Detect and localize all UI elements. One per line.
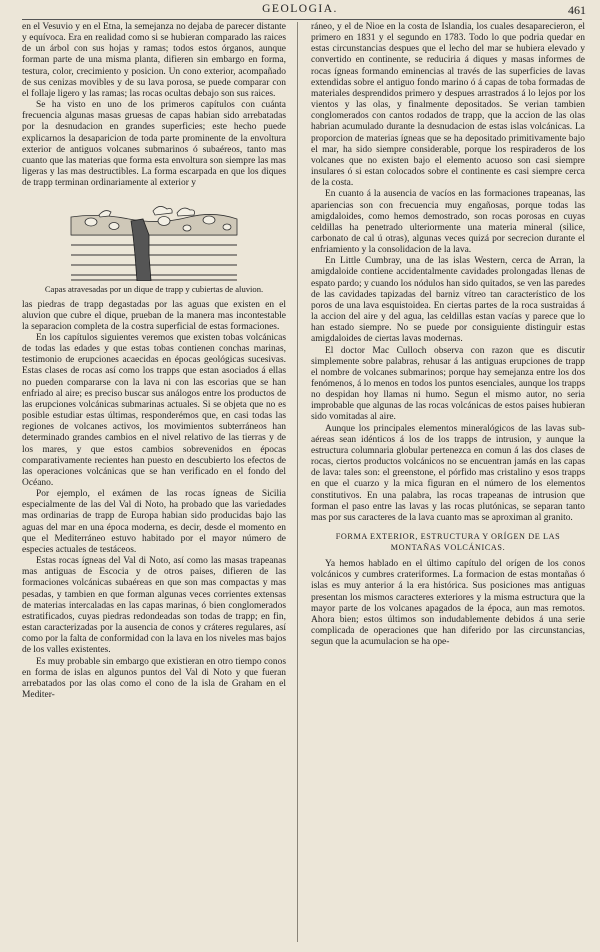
running-title: GEOLOGIA. — [262, 3, 338, 15]
paragraph: Es muy probable sin embargo que existieran en otro tiempo conos en forma de islas en algunos puntos del Val di Noto y que fueran arrebatados por las olas como el cono de la isla de Graham en el Mediter- — [22, 656, 286, 700]
paragraph: Se ha visto en uno de los primeros capítulos con cuánta frecuencia algunas masas gruesas de capas habian sido arrebatadas por la desnudacion en grandes superficies; este hecho puede explicarnos la desaparicion de toda parte prominente de la envoltura exterior de antiguos volcanes submarinos ó subaéreos, tanto mas cuanto que las materias que forma esta envoltura son siempre las mas ligeras y las mas destructibles. La forma escarpada en que los diques de trapp terminan ordinariamente al exterior y — [22, 100, 286, 189]
paragraph: Estas rocas ígneas del Val di Noto, así como las masas trapeanas mas antiguas de Escocia y de otros paises, difieren de las formaciones volcánicas subaéreas en que son mas compactas y mas pesadas, y tambien en que forman algunas veces corrientes extensas de materias intercaladas en las capas marinas, ó bien conglomerados estratificados, cuyas piedras redondeadas son todas de trapp; en fin, estan caracterizadas por la ausencia de conos y cráteres regulares, así como por la falta de conformidad con la lava en los niveles mas bajos de los valles existentes. — [22, 556, 286, 656]
section-heading: FORMA EXTERIOR, ESTRUCTURA Y ORÍGEN DE LAS MONTAÑAS VOLCÁNICAS. — [335, 532, 561, 552]
page-header — [0, 3, 600, 19]
paragraph: En los capítulos siguientes veremos que existen tobas volcánicas de todas las edades y que estas tobas contienen conchas marinas, testimonio de erupciones acaecidas en épocas geológicas sucesivas. Estas clases de rocas así como los trapps que estan asociados á ellas no pueden compararse con la lava ni con las escorias que se han enfriado al aire; es preciso buscar sus análogos entre los productos de las erupciones volcánicas submarinas actuales. Si se objeta que no es posible estudiar estas últimas, responderémos que, en casi todas las regiones de volcanes activos, los movimientos subterráneos han determinado grandes cambios en el nivel relativo de las tierras y de los mares, y que estos cambios sobrevenidos en épocas comparativamente recientes han puesto en descubierto los efectos de las operaciones volcánicas que se han verificado en el fondo del Océano. — [22, 332, 286, 488]
paragraph: las piedras de trapp degastadas por las aguas que existen en el aluvion que cubre el dique, prueban de la manera mas incontestable la separacion completa de la costra superficial de estas formaciones. — [22, 299, 286, 332]
header-rule — [22, 19, 582, 20]
figure — [22, 195, 286, 295]
column-divider — [297, 22, 298, 942]
paragraph: Ya hemos hablado en el último capítulo del orígen de los conos volcánicos y cumbres crateriformes. La formacion de estas montañas ó islas es muy anterior á la era histórica. Sus posiciones mas antiguas presentan los mismos caracteres exteriores y la misma estructura que la mayor parte de los volcanes apagados de la época, aun mas remotos. Ahora bien; estos últimos son indudablemente debidos á una serie complicada de operaciones que han diferido por las circunstancias, segun que la acumulacion se ha ope- — [311, 559, 585, 648]
paragraph: En Little Cumbray, una de las islas Western, cerca de Arran, la amigdaloide contiene accidentalmente cavidades prolongadas llenas de espato pardo; y cuando los nódulos han sido quitados, se ven las paredes de las cavidades tapizadas del barniz vítreo tan característico de los poros de una lava esquistoidea. En ciertas partes de la roca sustraidas á la accion del aire y del agua, las celdillas estan vacías y parece que lo han estado siempre. No se puede por consiguiente distinguir estas amigdaloides de ciertas lavas modernas. — [311, 256, 585, 345]
paragraph: El doctor Mac Culloch observa con razon que es discutir simplemente sobre palabras, rehusar á las antiguas erupciones de trapp el nombre de volcanes submarinos; porque hay semejanza entre los dos fenómenos, á lo menos en todos los puntos esenciales, aunque los trapps no despidan hoy llamas ni humo. Segun el mismo autor, no seria improbable que algunas de las rocas volcánicas de estos paises hubieran sido vomitadas al aire. — [311, 345, 585, 423]
page-number: 461 — [568, 3, 586, 17]
paragraph: Aunque los principales elementos mineralógicos de las lavas sub-aéreas sean idénticos á los de los trapps de intrusion, y aunque la estructura columnaria globular pertenezca en comun á las dos clases de rocas, ciertos productos volcánicos no se encuentran jamás en las capas de lava: tales son: el greenstone, el pórfido mas cristalino y esos trapps en que el cuarzo y la mica figuran en el número de los elementos constitutivos. En una palabra, las rocas trapeanas de intrusion que forman el paso entre las lavas y las rocas plutónicas, se separan tanto mas por sus caracteres de la lava cuanto mas se aproximan al granito. — [311, 423, 585, 523]
figure-caption: Capas atravesadas por un dique de trapp y cubiertas de aluvion. — [44, 284, 264, 295]
paragraph: ráneo, y el de Nioe en la costa de Islandia, los cuales desaparecieron, el primero en 1831 y el segundo en 1783. Todo lo que podria quedar en estas circunstancias despues que el lecho del mar se hubiera elevado y convertido en continente, se reduciria á diques y masas informes de rocas ígneas formando eminencias al través de las superficies de lavas extendidas sobre el antiguo fondo marino ó á capas de toba formadas de materiales desprendidos primero y despues arrastrados á lo lejos por los vientos y las olas, y finalmente depositados. Se verian tambien conglomerados con cantos rodados de trapp, que la accion de las olas habrian acumulado durante la desnudacion de estas islas volcánicas. La proporcion de materias ígneas que se ha depositado primitivamente bajo el mar, ha sido siempre considerable, porque los respiraderos de los volcanes que no existen bajo el elemento acuoso son casi siempre insulares ó si estan colocados sobre el continente es casi siempre cerca de la costa. — [311, 22, 585, 189]
trapp-dike-illustration — [69, 195, 239, 281]
paragraph: Por ejemplo, el exámen de las rocas ígneas de Sicilia especialmente de las del Val di Noto, ha probado que las variedades mas ordinarias de trapp de Europa habian sido producidas bajo las aguas del mar en una época moderna, es decir, desde el momento en que el Mediterráneo estuvo habitado por el mayor número de especies actuales de testáceos. — [22, 489, 286, 555]
paragraph: en el Vesuvio y en el Etna, la semejanza no dejaba de parecer distante y equívoca. Era en realidad como si se hubieran comparado las raices de un árbol con sus hojas y ramas; todos estos órganos, aunque forman parte de una misma planta, difieren sin embargo en forma, testura, color, crecimiento y posicion. Un cono exterior, acompañado de sus cenizas movibles y de su lava porosa, se puede comparar con el follaje ligero y las ramas; las rocas ocultas debajo son sus raices. — [22, 22, 286, 99]
right-column — [311, 22, 585, 648]
paragraph: En cuanto á la ausencia de vacíos en las formaciones trapeanas, las apariencias son con frecuencia muy engañosas, porque todas las amigdaloides, como hemos demostrado, son rocas porosas en cuyas celdillas ha penetrado ulteriormente una materia mineral (silice, carbonato de cal ú otras), algunas veces quizá por secrecion durante el enfriamiento y la consolidacion de la lava. — [311, 189, 585, 256]
left-column — [22, 22, 286, 701]
